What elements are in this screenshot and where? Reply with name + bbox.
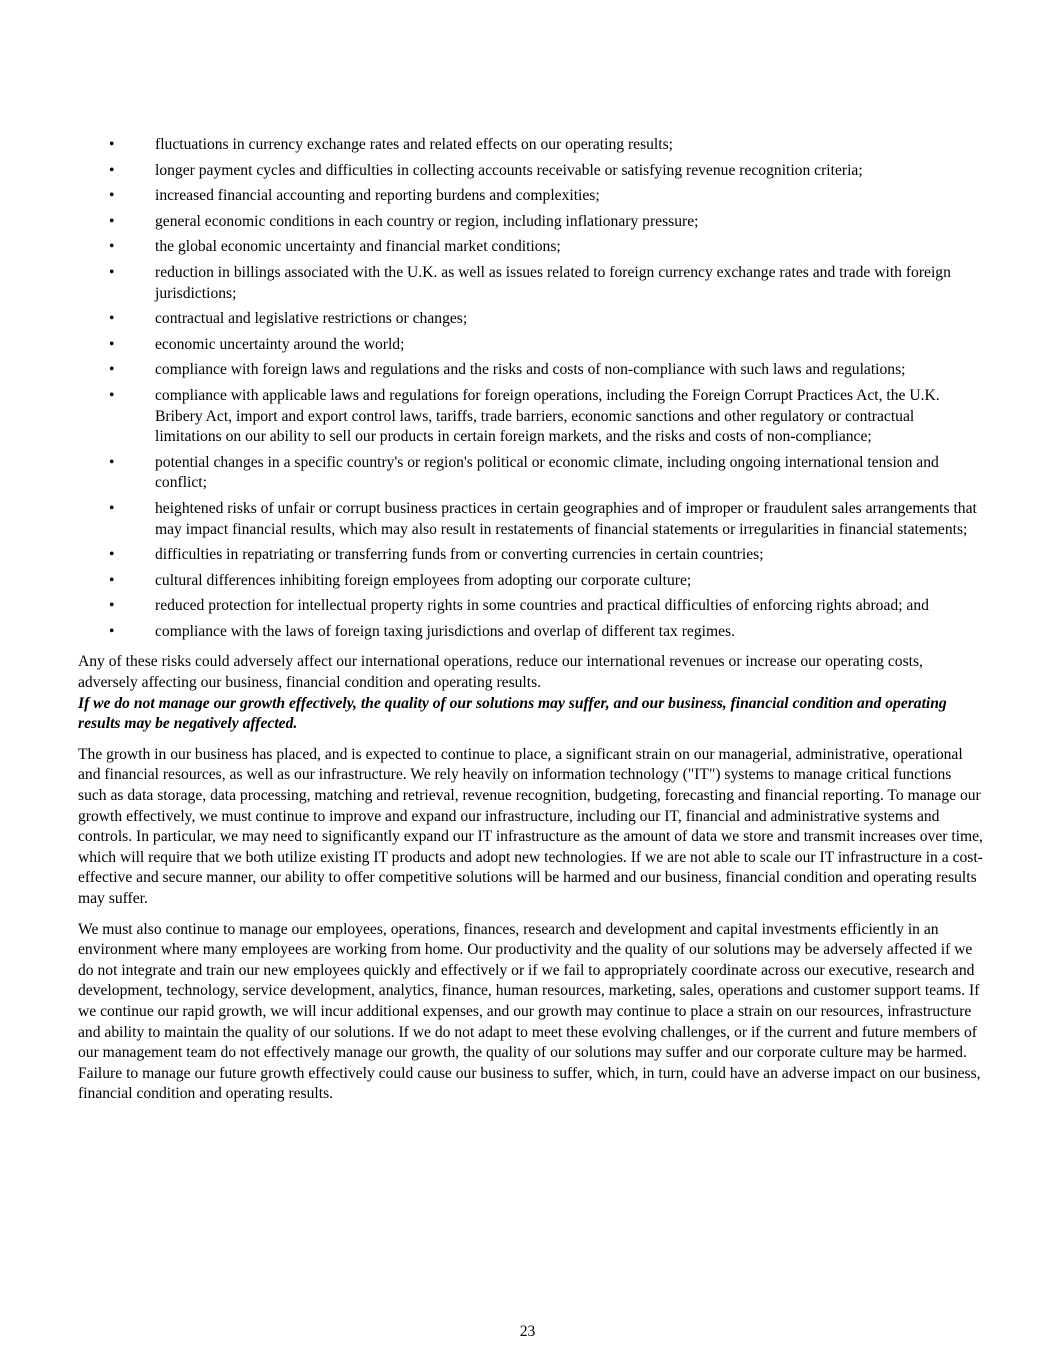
bullet-item	[78, 186, 983, 207]
bullet-item	[78, 237, 983, 258]
risk-factor-heading: If we do not manage our growth effectively, the quality of our solutions may suffer, and our business, financial condition and operating results may be negatively affected.	[78, 694, 947, 733]
bullet-text: contractual and legislative restrictions or changes;	[155, 310, 468, 328]
bullet-item	[78, 545, 983, 566]
bullet-text: increased financial accounting and reporting burdens and complexities;	[155, 187, 600, 205]
bullet-text: potential changes in a specific country's or region's political or economic climate, including ongoing international tension and conflict;	[155, 453, 939, 492]
bullet-icon: •	[109, 212, 115, 230]
bullet-item	[78, 212, 983, 233]
bullet-text: reduction in billings associated with the U.K. as well as issues related to foreign currency exchange rates and trade with foreign jurisdictions;	[155, 263, 951, 302]
bullet-item	[78, 622, 983, 643]
bullet-icon: •	[109, 238, 115, 256]
bullet-item	[78, 135, 983, 156]
bullet-item	[78, 263, 983, 304]
body-paragraph-growth: The growth in our business has placed, and is expected to continue to place, a significant strain on our managerial, administrative, operational and financial resources, as well as our infrastructure. We rely heavily on information technology ("IT") systems to manage critical functions such as data storage, data processing, matching and retrieval, revenue recognition, budgeting, forecasting and financial reporting. To manage our growth effectively, we must continue to improve and expand our infrastructure, including our IT, financial and administrative systems and controls. In particular, we may need to significantly expand our IT infrastructure as the amount of data we store and transmit increases over time, which will require that we both utilize existing IT products and adopt new technologies. If we are not able to scale our IT infrastructure in a cost-effective and secure manner, our ability to offer competitive solutions will be harmed and our business, financial condition and operating results may suffer.	[78, 745, 983, 907]
bullet-item	[78, 499, 983, 540]
bullet-text: heightened risks of unfair or corrupt business practices in certain geographies and of improper or fraudulent sales arrangements that may impact financial results, which may also result in restatements of financial statements or irregularities in financial statements;	[155, 499, 977, 538]
bullet-icon: •	[109, 187, 115, 205]
bullet-icon: •	[109, 499, 115, 517]
bullet-icon: •	[109, 453, 115, 471]
risk-factor-bullet-list	[78, 135, 983, 642]
bullet-icon: •	[109, 136, 115, 153]
bullet-text: compliance with foreign laws and regulations and the risks and costs of non-compliance with such laws and regulations;	[155, 361, 906, 379]
bullet-icon: •	[109, 571, 115, 589]
bullet-item	[78, 453, 983, 494]
bullet-item	[78, 386, 983, 448]
bullet-icon: •	[109, 310, 115, 328]
bullet-item	[78, 571, 983, 592]
bullet-item	[78, 596, 983, 617]
summary-paragraph: Any of these risks could adversely affect our international operations, reduce our international revenues or increase our operating costs, adversely affecting our business, financial condition and operating results.	[78, 653, 923, 692]
page-content	[78, 135, 983, 1105]
bullet-icon: •	[109, 597, 115, 615]
bullet-text: longer payment cycles and difficulties in collecting accounts receivable or satisfying revenue recognition criteria;	[155, 161, 863, 179]
bullet-icon: •	[109, 263, 115, 281]
bullet-text: fluctuations in currency exchange rates and related effects on our operating results;	[155, 136, 673, 153]
bullet-text: cultural differences inhibiting foreign employees from adopting our corporate culture;	[155, 571, 692, 589]
bullet-icon: •	[109, 361, 115, 379]
bullet-text: compliance with the laws of foreign taxing jurisdictions and overlap of different tax regimes.	[155, 622, 735, 640]
bullet-icon: •	[109, 622, 115, 640]
bullet-icon: •	[109, 161, 115, 179]
bullet-text: economic uncertainty around the world;	[155, 335, 405, 353]
bullet-text: reduced protection for intellectual property rights in some countries and practical difficulties of enforcing rights abroad; and	[155, 597, 929, 615]
bullet-text: the global economic uncertainty and financial market conditions;	[155, 238, 561, 256]
bullet-text: general economic conditions in each country or region, including inflationary pressure;	[155, 212, 699, 230]
page-number: 23	[519, 1323, 536, 1340]
body-paragraph-management: We must also continue to manage our employees, operations, finances, research and development and capital investments efficiently in an environment where many employees are working from home. Our productivity and the quality of our solutions may be adversely affected if we do not integrate and train our new employees quickly and effectively or if we fail to appropriately coordinate across our executive, research and development, technology, service development, analytics, finance, human resources, marketing, sales, operations and customer support teams. If we continue our rapid growth, we will incur additional expenses, and our growth may continue to place a strain on our resources, infrastructure and ability to maintain the quality of our solutions. If we do not adapt to meet these evolving challenges, or if the current and future members of our management team do not effectively manage our growth, the quality of our solutions may suffer and our corporate culture may be harmed. Failure to manage our future growth effectively could cause our business to suffer, which, in turn, could have an adverse impact on our business, financial condition and operating results.	[78, 920, 981, 1103]
bullet-icon: •	[109, 546, 115, 564]
bullet-text: difficulties in repatriating or transferring funds from or converting currencies in certain countries;	[155, 546, 764, 564]
bullet-item	[78, 335, 983, 356]
bullet-icon: •	[109, 335, 115, 353]
bullet-item	[78, 161, 983, 182]
bullet-icon: •	[109, 386, 115, 404]
bullet-item	[78, 309, 983, 330]
bullet-text: compliance with applicable laws and regulations for foreign operations, including the Foreign Corrupt Practices Act, the U.K. Bribery Act, import and export control laws, tariffs, trade barriers, economic sanctions and other regulatory or contractual limitations on our ability to sell our products in certain foreign markets, and the risks and costs of non-compliance;	[155, 386, 940, 446]
bullet-item	[78, 360, 983, 381]
